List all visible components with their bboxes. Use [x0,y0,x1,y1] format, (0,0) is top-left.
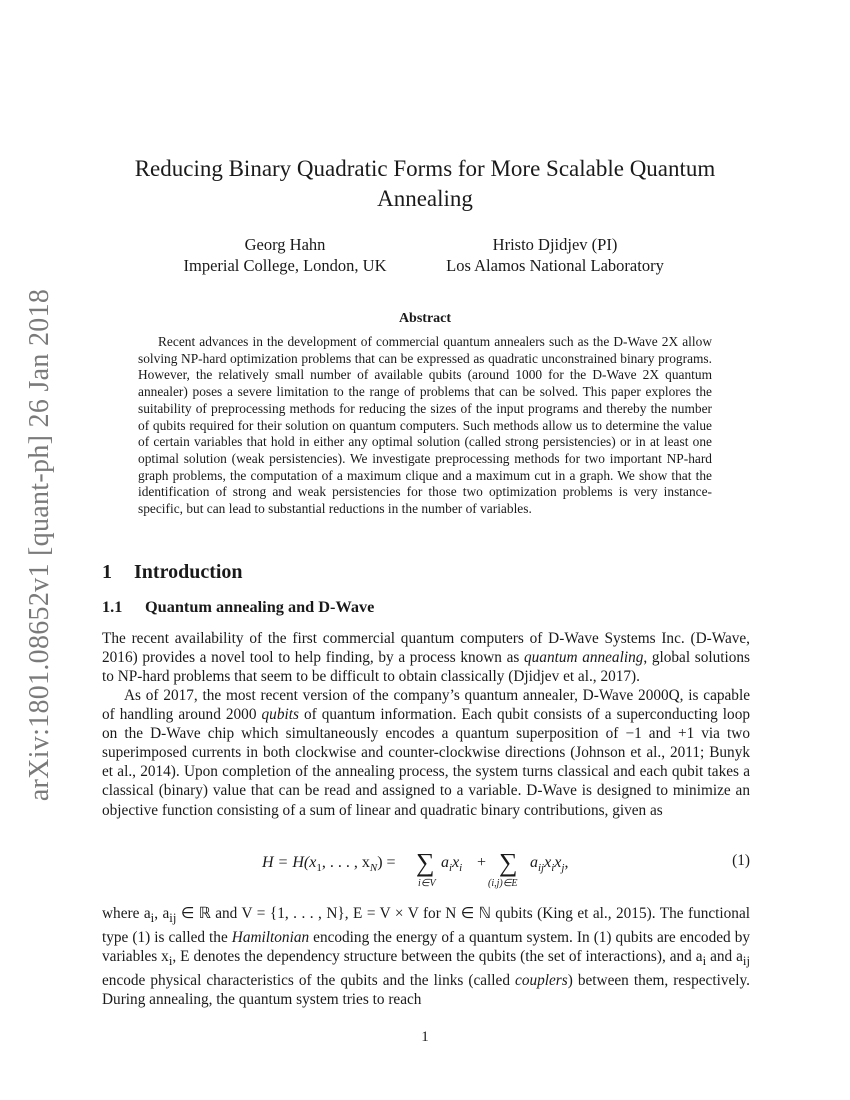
eq-term-2: $a_{ij}x_ix_j$, [530,854,569,874]
emphasis: Hamiltonian [231,929,310,947]
author-block-1 [160,234,410,276]
eq-plus: + [477,854,487,871]
text-run: and a [706,948,743,966]
page-number: 1 [421,1029,429,1045]
text-run: As of 2017, the most recent version of the company’s quantum annealer, D-Wave 2000Q, is capable of handling around 2000 [102,687,750,724]
eq-lhs: $H = H(x_1$, . . . , $x_N$) = [262,854,396,874]
equation-number: (1) [732,852,750,869]
text-run: ) between them, respectively. During annealing, the quantum system tries to reach [102,972,751,1009]
subscript: i [702,954,707,969]
section-title: Introduction [134,561,243,583]
author-name: Georg Hahn [244,235,326,254]
abstract-heading: Abstract [398,311,452,326]
subsection-number: 1.1 [102,597,123,616]
text-run: encoding the energy of a quantum system. In (1) qubits are encoded by variables x [102,929,751,966]
text-run: The recent availability of the first commercial quantum computers of D-Wave Systems Inc. (D-Wave, 2016) provides a novel tool to help finding, by a process known as [102,630,750,667]
author-name: Hristo Djidjev (PI) [492,235,618,254]
subscript: i [168,954,173,969]
paragraph-3 [102,904,750,1010]
paragraph-2 [102,686,750,820]
text-run: of quantum information. Each qubit consists of a superconducting loop on the D-Wave chip which simultaneously encodes a quantum superposition of −1 and +1 via two superimposed currents in both clockwise and counter-clockwise directions (Johnson et al., 2011; Bunyk et al., 2014). Upon completion of the annealing process, the system turns classical and each qubit takes a classical (binary) value that can be read and assigned to a variable. D-Wave is designed to minimize an objective function consisting of a sum of linear and quadratic binary contributions, given as [102,706,750,819]
text-run: , global solutions to NP-hard problems that seem to be difficult to obtain classically (Djidjev et al., 2017). [102,649,750,686]
text-run: encode physical characteristics of the qubits and the links (called [102,972,516,990]
paragraph-1 [102,629,750,686]
sum-symbol-2: ∑ [499,848,518,877]
emphasis: couplers [515,972,568,990]
author-block-2 [420,234,690,276]
section-heading [102,561,243,584]
subsection-heading [102,597,374,617]
author-affiliation: Imperial College, London, UK [183,256,387,275]
hamiltonian-formula [102,842,750,896]
sum-2-index: (i,j)∈E [488,878,518,889]
subscript: ij [742,954,750,969]
author-affiliation: Los Alamos National Laboratory [446,256,664,275]
section-number: 1 [102,561,112,583]
sum-1-index: i∈V [418,878,436,889]
text-run: , a [154,905,170,922]
subscript: i [150,911,155,926]
sum-symbol-1: ∑ [416,848,435,877]
eq-term-1: $a_ix_i$ [441,854,463,874]
title-line-2: Annealing [377,186,473,211]
paper-title [100,154,750,214]
subscript: ij [169,911,177,926]
subsection-title: Quantum annealing and D-Wave [145,597,375,616]
arxiv-identifier: arXiv:1801.08652v1 [quant-ph] 26 Jan 2018 [24,288,55,802]
emphasis: quantum annealing [524,649,644,667]
text-run: , E denotes the dependency structure between the qubits (the set of interactions), and a [172,948,703,966]
text-run: where a [102,905,151,922]
arxiv-sidebar-stamp [18,290,62,800]
emphasis: qubits [261,706,299,724]
equation-1 [102,842,750,896]
title-line-1: Reducing Binary Quadratic Forms for More Scalable Quantum [134,156,716,181]
abstract-body: Recent advances in the development of commercial quantum annealers such as the D-Wave 2X allow solving NP-hard optimization problems that can be expressed as quadratic unconstrained binary programs. However, the relatively small number of available qubits (around 1000 for the D-Wave 2X quantum annealer) poses a severe limitation to the range of problems that can be solved. This paper explores the suitability of preprocessing methods for reducing the sizes of the input programs and thereby the number of qubits required for their solution on quantum computers. Such methods allow us to determine the value of certain variables that hold in either any optimal solution (called strong persistencies) or in at least one optimal solution (weak persistencies). We investigate preprocessing methods for two important NP-hard graph problems, the computation of a maximum clique and a maximum cut in a graph. We show that the identification of strong and weak persistencies for those two optimization problems is very instance-specific, but can lead to substantial reductions in the number of variables. [138,334,712,517]
text-run: ∈ ℝ and V = {1, . . . , N}, E = V × V for N ∈ ℕ qubits (King et al., 2015). The functional type (1) is called the [102,905,750,947]
